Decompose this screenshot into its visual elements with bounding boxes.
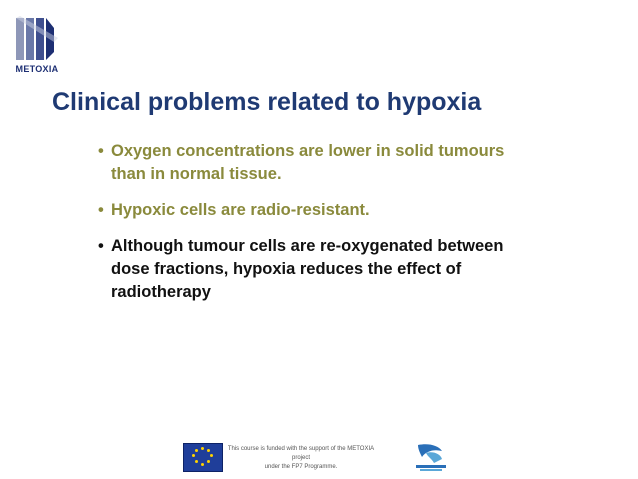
bullet-text: Hypoxic cells are radio-resistant. bbox=[111, 201, 370, 219]
bullet-item bbox=[98, 140, 538, 186]
bullet-text: Although tumour cells are re-oxygenated between dose fractions, hypoxia reduces the effect of radiotherapy bbox=[111, 237, 504, 301]
logo-text: METOXIA bbox=[15, 64, 59, 74]
footer bbox=[0, 436, 638, 476]
funding-notice bbox=[222, 445, 380, 472]
bullet-marker: • bbox=[98, 201, 104, 219]
eu-flag-icon bbox=[183, 443, 223, 472]
bullet-text: Oxygen concentrations are lower in solid tumours than in normal tissue. bbox=[111, 142, 505, 183]
metoxia-logo-icon bbox=[10, 14, 62, 78]
funding-line-2: under the FP7 Programme. bbox=[264, 464, 338, 470]
funding-line-1: This course is funded with the support of the METOXIA project bbox=[227, 446, 375, 461]
metoxia-logo-graphic bbox=[10, 14, 62, 64]
slide-title: Clinical problems related to hypoxia bbox=[52, 88, 482, 116]
bullet-marker: • bbox=[98, 142, 104, 160]
fp7-logo-graphic bbox=[412, 441, 450, 473]
bullet-item bbox=[98, 199, 538, 222]
bullet-list bbox=[98, 140, 538, 317]
bullet-marker: • bbox=[98, 237, 104, 255]
bullet-item bbox=[98, 235, 538, 304]
fp7-logo-icon bbox=[412, 441, 450, 473]
